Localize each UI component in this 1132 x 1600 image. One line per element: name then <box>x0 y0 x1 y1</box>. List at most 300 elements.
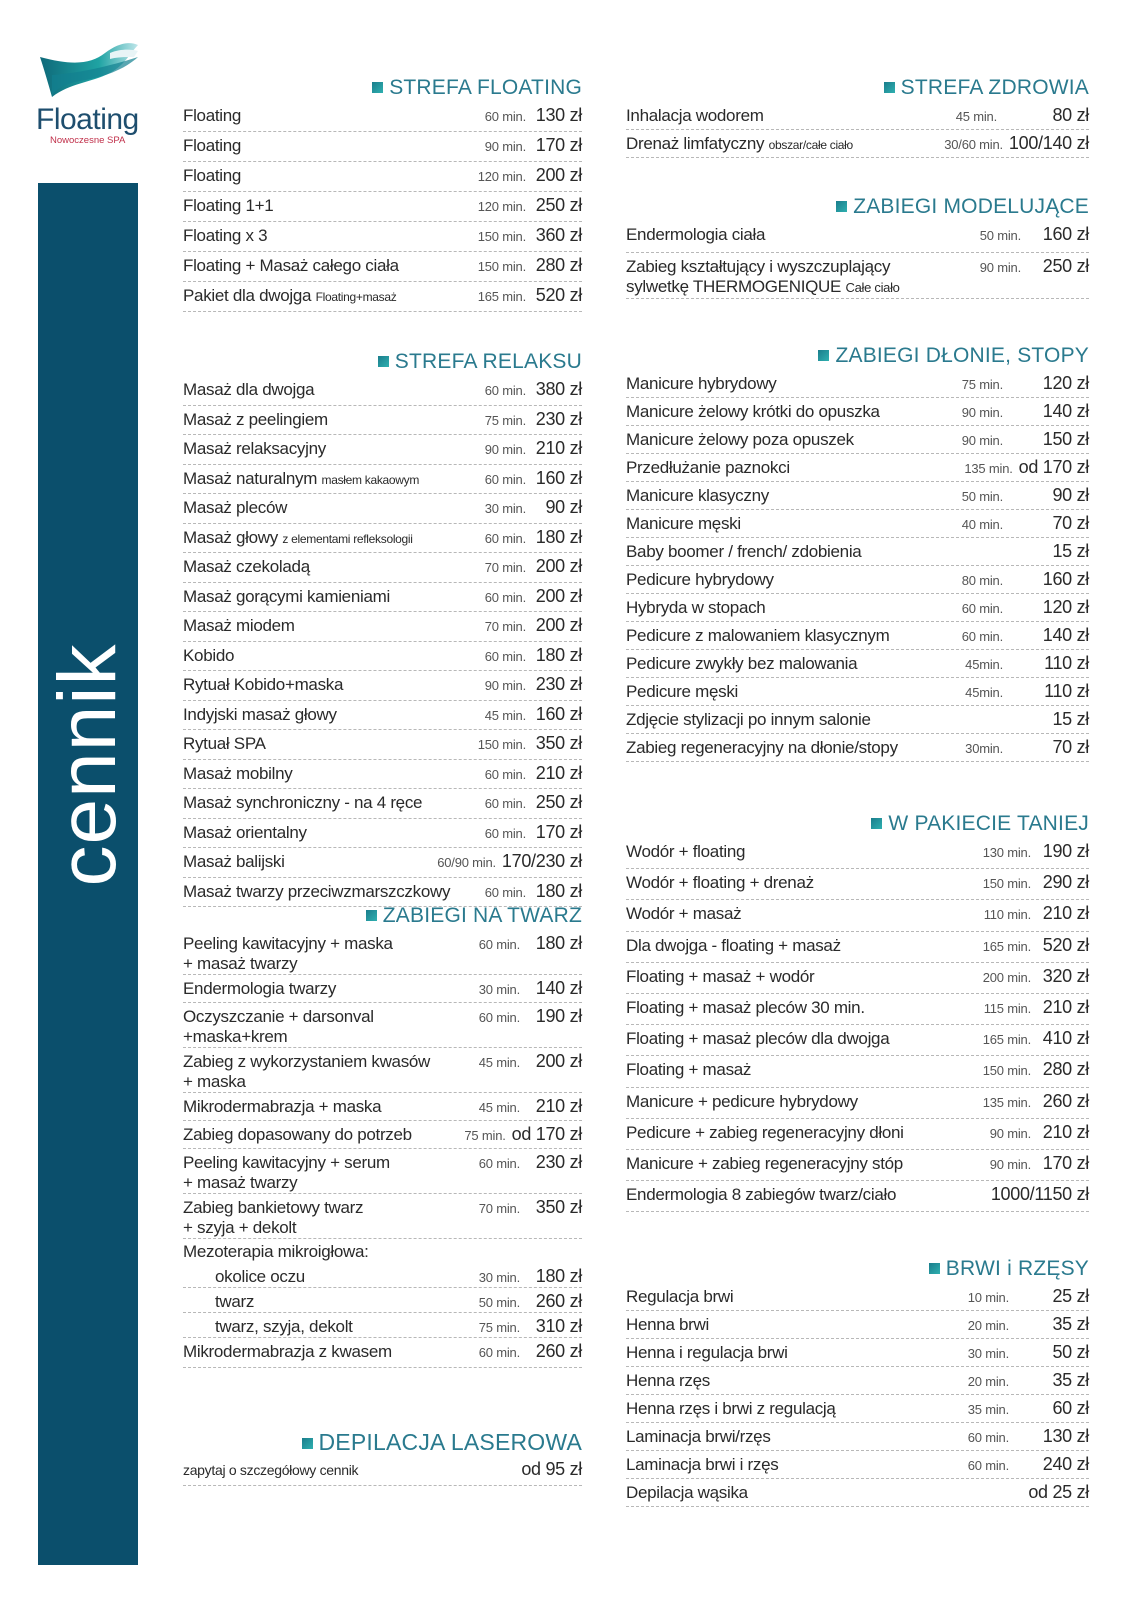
price-row <box>626 1056 1089 1087</box>
service-name <box>183 764 456 784</box>
service-name <box>183 380 456 400</box>
section-title <box>183 1428 582 1456</box>
service-name <box>626 626 923 646</box>
service-duration: 50 min. <box>961 489 1003 504</box>
service-price: 170/230 zł <box>501 851 582 871</box>
service-price: 260 zł <box>535 1341 582 1361</box>
price-row <box>183 730 582 760</box>
service-duration: 75 min. <box>478 1320 520 1335</box>
service-name <box>183 1052 450 1092</box>
service-duration: 30 min. <box>967 1346 1009 1361</box>
service-name-text: Manicure + zabieg regeneracyjny stóp <box>626 1153 903 1173</box>
price-row <box>626 482 1089 510</box>
service-name <box>626 873 953 893</box>
service-subline-text: + masaż twarzy <box>183 954 298 973</box>
service-name-text: Pakiet dla dwojga <box>183 286 312 305</box>
brand-tagline: Nowoczesne SPA <box>50 135 126 146</box>
service-price: 210 zł <box>535 1096 582 1116</box>
service-name <box>183 1007 450 1047</box>
service-name-text: Endermologia twarzy <box>183 979 337 998</box>
service-price: 240 zł <box>1042 1454 1089 1474</box>
service-name <box>183 705 456 725</box>
service-name-text: Wodór + floating + drenaż <box>626 873 814 893</box>
service-price: 310 zł <box>535 1316 582 1336</box>
service-duration: 60 min. <box>478 1156 520 1171</box>
service-name-text: Pedicure z malowaniem klasycznym <box>626 626 890 645</box>
service-name <box>626 1483 942 1503</box>
service-name <box>183 286 456 307</box>
price-row <box>183 406 582 436</box>
service-duration: 60 min. <box>484 648 526 664</box>
price-row <box>626 510 1089 538</box>
service-duration: 120 min. <box>477 169 526 184</box>
service-name <box>626 486 923 506</box>
service-duration: 45 min. <box>955 109 997 124</box>
service-name-text: Masaż orientalny <box>183 822 307 842</box>
service-name-text: Manicure klasyczny <box>626 486 769 505</box>
service-duration: 60 min. <box>484 471 526 487</box>
price-row <box>626 994 1089 1025</box>
service-name <box>626 936 953 956</box>
service-duration: 30 min. <box>478 1270 520 1285</box>
service-duration: 60 min. <box>967 1430 1009 1445</box>
service-price: 160 zł <box>1042 224 1089 244</box>
service-name-text: Endermologia 8 zabiegów twarz/ciało <box>626 1185 897 1205</box>
service-price: 110 zł <box>1044 653 1089 673</box>
service-name <box>626 1060 953 1080</box>
service-duration: 90 min. <box>979 260 1021 275</box>
service-name-text: Pedicure zwykły bez malowania <box>626 654 858 673</box>
service-name <box>626 458 933 478</box>
service-subline <box>183 1173 450 1193</box>
service-name <box>626 1427 929 1447</box>
service-note: Całe ciało <box>845 280 900 295</box>
price-section <box>626 74 1089 158</box>
service-duration: 60 min. <box>961 601 1003 616</box>
service-price: 190 zł <box>1042 841 1089 861</box>
price-row <box>183 494 582 524</box>
service-duration: 45 min. <box>484 707 526 723</box>
price-row <box>183 1338 582 1368</box>
service-price: 230 zł <box>535 674 582 694</box>
service-duration: 30min. <box>965 741 1003 756</box>
service-price: 140 zł <box>1042 625 1089 645</box>
service-name <box>626 1154 953 1174</box>
laser-note: zapytaj o szczegółowy cennik <box>183 1462 359 1478</box>
service-name <box>626 430 923 450</box>
price-row <box>626 1150 1089 1181</box>
section-bullet-icon <box>372 82 383 93</box>
service-duration: 45 min. <box>478 1055 520 1070</box>
service-name-text: Rytuał SPA <box>183 734 266 753</box>
section-title-text: STREFA ZDROWIA <box>900 76 1089 99</box>
price-section <box>183 902 582 1368</box>
service-name <box>183 106 456 126</box>
service-subline-text: + szyja + dekolt <box>183 1218 297 1237</box>
service-subline <box>183 1072 450 1092</box>
service-name-text: Baby boomer / french/ zdobienia <box>626 542 862 561</box>
service-note: z elementami refleksologii <box>282 531 413 546</box>
service-price: 110 zł <box>1044 681 1089 701</box>
service-duration: 110 min. <box>983 907 1031 923</box>
price-row <box>183 376 582 406</box>
service-name <box>626 1315 929 1335</box>
service-price: od 170 zł <box>511 1124 582 1144</box>
service-duration: 60 min. <box>478 937 520 952</box>
section-title <box>626 1255 1089 1283</box>
price-row <box>183 671 582 701</box>
price-row <box>626 221 1089 253</box>
section-bullet-icon <box>818 350 829 361</box>
price-row <box>626 1311 1089 1339</box>
service-name <box>626 998 953 1018</box>
service-duration: 75 min. <box>484 412 526 428</box>
service-subline-text: +maska+krem <box>183 1027 288 1046</box>
price-section <box>626 193 1089 299</box>
price-row <box>626 102 1089 130</box>
service-duration: 130 min. <box>982 845 1031 860</box>
service-name-text: Floating + masaż pleców 30 min. <box>626 997 865 1017</box>
price-row <box>626 1181 1089 1212</box>
price-row <box>626 1423 1089 1451</box>
service-name <box>183 1097 450 1117</box>
service-name <box>626 1371 929 1391</box>
service-name <box>626 542 923 562</box>
service-price: 200 zł <box>535 1051 582 1071</box>
service-name <box>626 842 953 862</box>
service-price: 180 zł <box>535 933 582 953</box>
price-row <box>183 252 582 282</box>
service-name-text: Manicure żelowy krótki do opuszka <box>626 402 880 421</box>
service-name <box>183 1125 436 1145</box>
service-price: 170 zł <box>535 821 582 842</box>
section-bullet-icon <box>302 1438 313 1449</box>
service-duration: 90 min. <box>961 405 1003 420</box>
service-name <box>626 904 953 924</box>
service-duration: 120 min. <box>477 199 526 214</box>
price-row <box>626 1367 1089 1395</box>
price-row <box>626 1283 1089 1311</box>
service-price: 120 zł <box>1042 373 1089 393</box>
price-row <box>626 1119 1089 1150</box>
price-row <box>183 930 582 975</box>
service-name-text: Masaż głowy <box>183 527 278 547</box>
service-name-text: twarz <box>215 1292 255 1311</box>
service-name-text: Inhalacja wodorem <box>626 106 764 125</box>
price-section <box>626 1255 1089 1507</box>
service-name <box>626 1343 929 1363</box>
brand-name: Floating <box>36 103 139 136</box>
service-name-text: Manicure hybrydowy <box>626 374 777 393</box>
service-duration: 45min. <box>965 657 1003 672</box>
service-name-text: Manicure żelowy poza opuszek <box>626 430 854 449</box>
service-price: od 25 zł <box>1028 1482 1089 1502</box>
service-duration: 165 min. <box>982 1032 1031 1048</box>
service-name-text: Pedicure hybrydowy <box>626 570 774 589</box>
price-row <box>183 1048 582 1093</box>
section-bullet-icon <box>884 82 895 93</box>
section-title-text: ZABIEGI NA TWARZ <box>382 904 582 927</box>
service-name-text: Masaż pleców <box>183 498 288 517</box>
price-row <box>183 162 582 192</box>
service-duration: 50 min. <box>478 1295 520 1310</box>
service-duration: 90 min. <box>484 678 526 693</box>
service-name <box>626 1092 953 1112</box>
service-name-text: Dla dwojga - floating + masaż <box>626 935 841 955</box>
service-price: 250 zł <box>1042 256 1089 276</box>
section-title-text: BRWI i RZĘSY <box>945 1257 1089 1280</box>
service-price: 170 zł <box>1042 1152 1089 1173</box>
service-name-text: Masaż relaksacyjny <box>183 439 326 458</box>
price-row <box>183 1288 582 1313</box>
price-row <box>183 132 582 162</box>
service-price: 160 zł <box>1042 569 1089 589</box>
service-name <box>626 1185 907 1205</box>
service-name-text: Floating <box>183 136 242 155</box>
service-duration: 75 min. <box>961 377 1003 392</box>
service-price: 350 zł <box>535 1197 582 1217</box>
service-name-text: Floating 1+1 <box>183 196 274 215</box>
service-name <box>183 1198 450 1238</box>
service-name-text: Endermologia ciała <box>626 225 766 244</box>
service-name-text: Przedłużanie paznokci <box>626 458 790 477</box>
service-name <box>183 136 456 156</box>
service-duration: 60 min. <box>484 884 526 900</box>
service-price: 130 zł <box>535 105 582 125</box>
service-duration: 115 min. <box>983 1000 1031 1016</box>
price-row <box>183 1149 582 1194</box>
service-duration: 135 min. <box>964 461 1013 476</box>
service-name-text: Masaż dla dwojga <box>183 380 315 399</box>
service-name <box>183 979 450 999</box>
service-price: 250 zł <box>535 195 582 215</box>
service-duration: 60 min. <box>967 1458 1009 1473</box>
service-duration: 20 min. <box>967 1318 1009 1333</box>
service-name-text: Indyjski masaż głowy <box>183 704 337 724</box>
service-name-text: Pedicure męski <box>626 682 739 701</box>
service-name-text: Hybryda w stopach <box>626 598 766 617</box>
service-name <box>183 1342 450 1362</box>
service-price: 90 zł <box>1052 485 1089 505</box>
service-price: 260 zł <box>535 1291 582 1311</box>
price-section <box>183 1428 582 1486</box>
service-price: 180 zł <box>535 644 582 665</box>
price-row <box>626 1451 1089 1479</box>
service-name-text: Floating + masaż <box>626 1060 752 1080</box>
service-name <box>626 225 945 245</box>
section-title-text: STREFA RELAKSU <box>394 350 582 373</box>
service-name <box>183 675 456 695</box>
service-name-text: Rytuał Kobido+maska <box>183 675 344 694</box>
service-name-text: Masaż balijski <box>183 852 285 871</box>
service-name-text: Wodór + masaż <box>626 904 742 924</box>
service-name <box>183 226 456 246</box>
price-row <box>183 760 582 790</box>
service-price: 200 zł <box>535 165 582 185</box>
price-row <box>183 819 582 849</box>
service-name-text: Manicure męski <box>626 514 741 533</box>
service-duration: 30 min. <box>478 982 520 997</box>
price-row <box>626 1025 1089 1056</box>
price-row <box>183 282 582 312</box>
price-row <box>183 1263 582 1288</box>
service-name-text: Masaż naturalnym <box>183 468 318 488</box>
service-name-text: Masaż gorącymi kamieniami <box>183 586 390 606</box>
service-subline <box>183 954 450 974</box>
price-row <box>183 465 582 495</box>
service-name <box>626 257 945 298</box>
price-section <box>183 74 582 312</box>
service-price: 380 zł <box>535 379 582 399</box>
service-name-text: okolice oczu <box>215 1267 305 1286</box>
price-row <box>626 869 1089 900</box>
section-title <box>626 193 1089 221</box>
service-duration: 30/60 min. <box>944 137 1003 152</box>
price-row <box>183 642 582 672</box>
price-row <box>183 1093 582 1121</box>
mezo-title: Mezoterapia mikroigłowa: <box>183 1242 369 1261</box>
sidebar-title: cennik <box>42 643 133 887</box>
service-price: 90 zł <box>545 497 582 517</box>
price-row <box>626 1395 1089 1423</box>
section-title-text: ZABIEGI DŁONIE, STOPY <box>835 344 1089 367</box>
service-note: obszar/całe ciało <box>768 138 853 152</box>
price-row <box>626 398 1089 426</box>
service-name-text: Masaż mobilny <box>183 763 293 783</box>
service-price: 15 zł <box>1052 709 1089 729</box>
service-duration: 75 min. <box>464 1128 506 1143</box>
service-name-text: Laminacja brwi i rzęs <box>626 1455 779 1474</box>
price-row <box>626 900 1089 931</box>
service-name-text: Kobido <box>183 645 235 665</box>
service-price: 410 zł <box>1042 1028 1089 1049</box>
service-name <box>626 134 919 155</box>
service-price: 180 zł <box>535 526 582 547</box>
service-name <box>183 557 456 577</box>
service-name <box>183 469 456 490</box>
service-name <box>626 1123 953 1143</box>
service-price: 170 zł <box>535 135 582 155</box>
price-row <box>183 789 582 819</box>
service-name-text: Mikrodermabrazja z kwasem <box>183 1342 392 1361</box>
price-row <box>183 848 582 878</box>
service-price: 50 zł <box>1052 1342 1089 1362</box>
section-title <box>626 342 1089 370</box>
service-duration: 40 min. <box>961 517 1003 532</box>
service-price: 360 zł <box>535 225 582 245</box>
service-duration: 30 min. <box>484 501 526 516</box>
service-name-text: Henna i regulacja brwi <box>626 1343 788 1362</box>
price-row <box>183 553 582 583</box>
section-bullet-icon <box>929 1263 940 1274</box>
price-row <box>183 524 582 554</box>
service-price: 120 zł <box>1042 597 1089 617</box>
service-price: 35 zł <box>1052 1370 1089 1390</box>
service-name-text: Zabieg z wykorzystaniem kwasów <box>183 1052 431 1071</box>
price-row <box>626 1088 1089 1119</box>
price-row <box>626 1339 1089 1367</box>
service-name <box>183 882 456 902</box>
service-name-text: Mikrodermabrazja + maska <box>183 1097 382 1116</box>
service-duration: 45 min. <box>478 1100 520 1115</box>
service-price: 190 zł <box>535 1006 582 1026</box>
service-duration: 150 min. <box>477 737 526 752</box>
service-subline <box>183 1027 450 1047</box>
section-title-text: DEPILACJA LASEROWA <box>318 1429 582 1455</box>
service-name-text: Wodór + floating <box>626 842 746 861</box>
service-name <box>626 570 923 590</box>
price-section <box>626 810 1089 1212</box>
service-name <box>626 1455 929 1475</box>
service-duration: 45min. <box>965 685 1003 700</box>
service-name <box>183 793 456 813</box>
price-row <box>183 192 582 222</box>
section-title-text: STREFA FLOATING <box>389 76 582 99</box>
service-price: 15 zł <box>1052 541 1089 561</box>
service-duration: 150 min. <box>477 229 526 244</box>
service-price: 280 zł <box>1042 1059 1089 1080</box>
service-name <box>626 374 923 394</box>
service-name <box>626 106 913 126</box>
service-duration: 90 min. <box>989 1125 1031 1141</box>
service-subline-text: + maska <box>183 1072 246 1091</box>
service-name <box>626 738 923 758</box>
service-price: 250 zł <box>535 792 582 812</box>
service-name <box>183 1153 450 1193</box>
service-name-text: Peeling kawitacyjny + maska <box>183 934 393 953</box>
service-price: 180 zł <box>535 880 582 901</box>
mezo-heading <box>183 1239 582 1263</box>
service-duration: 165 min. <box>982 938 1031 954</box>
service-duration: 60 min. <box>961 629 1003 644</box>
section-title <box>183 902 582 930</box>
section-bullet-icon <box>871 818 882 829</box>
service-name-text: Zabieg regeneracyjny na dłonie/stopy <box>626 738 898 757</box>
service-name-text: Henna rzęs i brwi z regulacją <box>626 1399 836 1418</box>
service-duration: 150 min. <box>982 876 1031 892</box>
service-name <box>626 402 923 422</box>
service-name-text: Masaż czekoladą <box>183 557 310 576</box>
service-name-text: Floating <box>183 106 242 125</box>
service-name <box>183 1267 450 1287</box>
service-duration: 70 min. <box>484 619 526 634</box>
service-name-text: Zabieg bankietowy twarz <box>183 1198 364 1217</box>
price-row <box>626 538 1089 566</box>
service-name <box>626 967 953 987</box>
price-row <box>626 566 1089 594</box>
service-name <box>626 654 923 674</box>
service-name <box>183 528 456 549</box>
price-row <box>183 1313 582 1338</box>
service-name-text: Floating + masaż + wodór <box>626 966 815 986</box>
price-row <box>626 594 1089 622</box>
service-duration: 200 min. <box>982 969 1031 985</box>
service-name-text: Floating + masaż pleców dla dwojga <box>626 1029 890 1049</box>
service-duration: 35 min. <box>967 1402 1009 1417</box>
price-row <box>626 838 1089 869</box>
price-section <box>183 348 582 907</box>
service-price: 180 zł <box>535 1266 582 1286</box>
price-row <box>626 1479 1089 1507</box>
price-row <box>626 130 1089 158</box>
service-subline <box>626 277 945 298</box>
service-duration: 60 min. <box>478 1345 520 1360</box>
service-name <box>183 1317 450 1337</box>
price-row <box>626 370 1089 398</box>
service-note: Floating+masaż <box>315 290 397 304</box>
service-name-text: Henna brwi <box>626 1315 709 1334</box>
service-price: 140 zł <box>535 978 582 998</box>
